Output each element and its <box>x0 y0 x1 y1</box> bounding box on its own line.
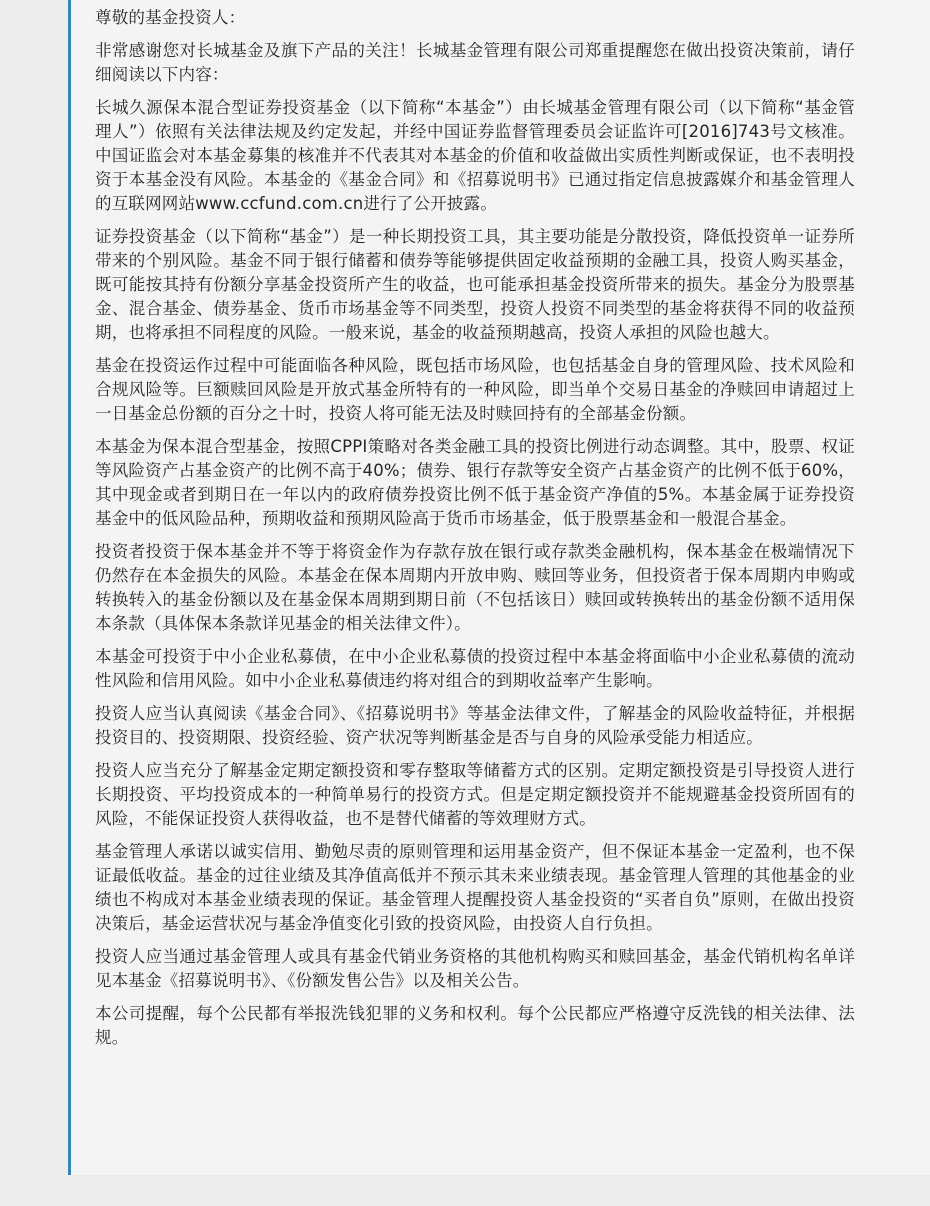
paragraph-regular-investment: 投资人应当充分了解基金定期定额投资和零存整取等储蓄方式的区别。定期定额投资是引导投资人进行长期投资、平均投资成本的一种简单易行的投资方式。但是定期定额投资并不能规避基金投资所固有的风险，不能保证投资人获得收益，也不是替代储蓄的等效理财方式。 <box>95 761 855 828</box>
paragraph-manager-commitment: 基金管理人承诺以诚实信用、勤勉尽责的原则管理和运用基金资产，但不保证本基金一定盈利，也不保证最低收益。基金的过往业绩及其净值高低并不预示其未来业绩表现。基金管理人管理的其他基金的业绩也不构成对本基金业绩表现的保证。基金管理人提醒投资人基金投资的“买者自负”原则，在做出投资决策后，基金运营状况与基金净值变化引致的投资风险，由投资人自行负担。 <box>95 842 855 933</box>
greeting: 尊敬的基金投资人： <box>95 8 246 27</box>
paragraph-asset-allocation: 本基金为保本混合型基金，按照CPPI策略对各类金融工具的投资比例进行动态调整。其中，股票、权证等风险资产占基金资产的比例不高于40%；债券、银行存款等安全资产占基金资产的比例不低于60%，其中现金或者到期日在一年以内的政府债券投资比例不低于基金资产净值的5%。本基金属于证券投资基金中的低风险品种，预期收益和预期风险高于货币市场基金，低于股票基金和一般混合基金。 <box>95 437 855 528</box>
paragraph-fund-approval: 长城久源保本混合型证券投资基金（以下简称“本基金”）由长城基金管理有限公司（以下简称“基金管理人”）依照有关法律法规及约定发起，并经中国证券监督管理委员会证监许可[2016]743号文核准。中国证监会对本基金募集的核准并不代表其对本基金的价值和收益做出实质性判断或保证，也不表明投资于本基金没有风险。本基金的《基金合同》和《招募说明书》已通过指定信息披露媒介和基金管理人的互联网网站www.ccfund.com.cn进行了公开披露。 <box>95 98 855 213</box>
notice-content[interactable] <box>95 6 855 1059</box>
paragraph-purchase-channels: 投资人应当通过基金管理人或具有基金代销业务资格的其他机构购买和赎回基金，基金代销机构名单详见本基金《招募说明书》、《份额发售公告》以及相关公告。 <box>95 947 855 990</box>
paragraph-anti-money-laundering: 本公司提醒，每个公民都有举报洗钱犯罪的义务和权利。每个公民都应严格遵守反洗钱的相关法律、法规。 <box>95 1004 855 1047</box>
paragraph-intro: 非常感谢您对长城基金及旗下产品的关注！长城基金管理有限公司郑重提醒您在做出投资决策前，请仔细阅读以下内容： <box>95 41 855 84</box>
paragraph-private-bonds: 本基金可投资于中小企业私募债，在中小企业私募债的投资过程中本基金将面临中小企业私募债的流动性风险和信用风险。如中小企业私募债违约将对组合的到期收益率产生影响。 <box>95 647 855 690</box>
paragraph-guarantee-terms: 投资者投资于保本基金并不等于将资金作为存款存放在银行或存款类金融机构，保本基金在极端情况下仍然存在本金损失的风险。本基金在保本周期内开放申购、赎回等业务，但投资者于保本周期内申购或转换转入的基金份额以及在基金保本周期到期日前（不包括该日）赎回或转换转出的基金份额不适用保本条款（具体保本条款详见基金的相关法律文件）。 <box>95 542 855 633</box>
paragraph-read-documents: 投资人应当认真阅读《基金合同》、《招募说明书》等基金法律文件，了解基金的风险收益特征，并根据投资目的、投资期限、投资经验、资产状况等判断基金是否与自身的风险承受能力相适应。 <box>95 704 855 747</box>
paragraph-fund-definition: 证券投资基金（以下简称“基金”）是一种长期投资工具，其主要功能是分散投资，降低投资单一证券所带来的个别风险。基金不同于银行储蓄和债券等能够提供固定收益预期的金融工具，投资人购买基金，既可能按其持有份额分享基金投资所产生的收益，也可能承担基金投资所带来的损失。基金分为股票基金、混合基金、债券基金、货币市场基金等不同类型，投资人投资不同类型的基金将获得不同的收益预期，也将承担不同程度的风险。一般来说，基金的收益预期越高，投资人承担的风险也越大。 <box>95 227 855 342</box>
paragraph-operational-risk: 基金在投资运作过程中可能面临各种风险，既包括市场风险，也包括基金自身的管理风险、技术风险和合规风险等。巨额赎回风险是开放式基金所特有的一种风险，即当单个交易日基金的净赎回申请超过上一日基金总份额的百分之十时，投资人将可能无法及时赎回持有的全部基金份额。 <box>95 356 855 423</box>
